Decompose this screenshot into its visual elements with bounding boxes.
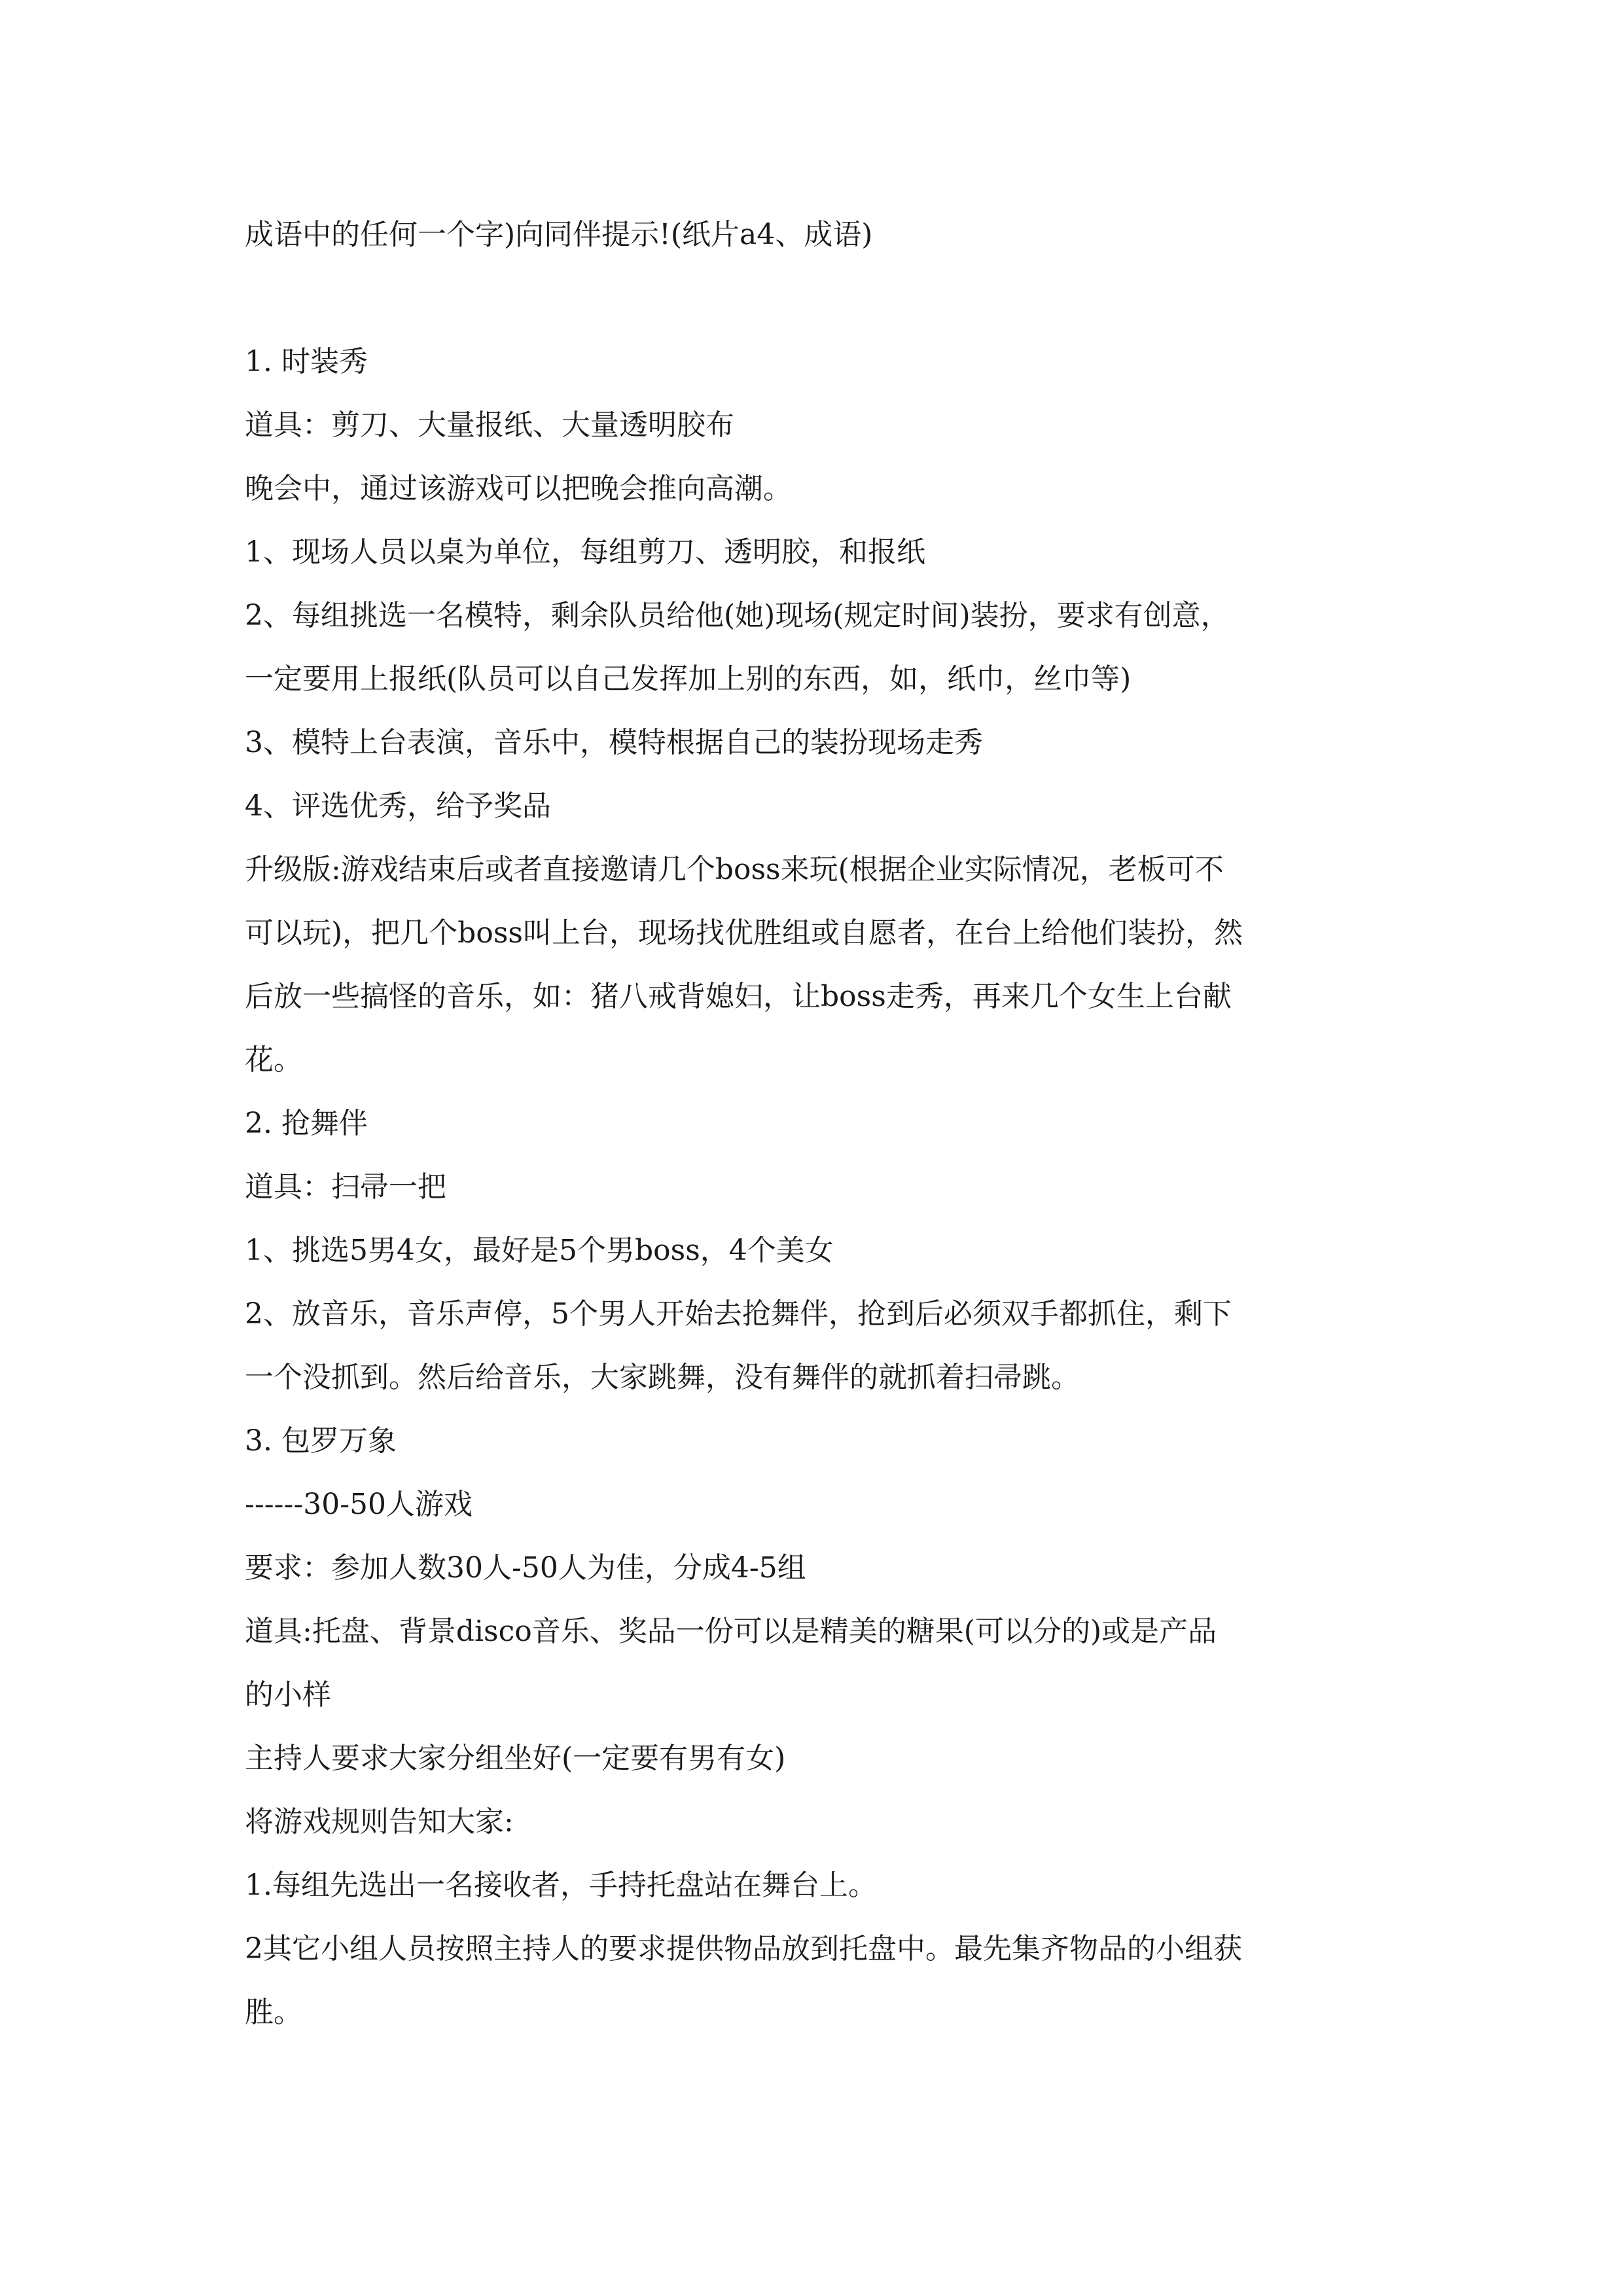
paragraph-line: 1、现场人员以桌为单位，每组剪刀、透明胶，和报纸: [245, 535, 925, 569]
blank-line: [245, 266, 1397, 330]
paragraph-line: 4、评选优秀，给予奖品: [245, 789, 551, 823]
paragraph-line: 的小样: [245, 1678, 331, 1712]
paragraph-line: 道具：剪刀、大量报纸、大量透明胶布: [245, 408, 734, 442]
paragraph-line: 道具：扫帚一把: [245, 1170, 446, 1204]
paragraph-line: 可以玩)，把几个boss叫上台，现场找优胜组或自愿者，在台上给他们装扮，然: [245, 916, 1243, 950]
paragraph-line: 1.每组先选出一名接收者，手持托盘站在舞台上。: [245, 1869, 877, 1902]
section-heading-grab-partner: 2. 抢舞伴: [245, 1107, 368, 1140]
paragraph-line: 升级版:游戏结束后或者直接邀请几个boss来玩(根据企业实际情况，老板可不: [245, 853, 1224, 886]
paragraph-line: 2、每组挑选一名模特，剩余队员给他(她)现场(规定时间)装扮，要求有创意，: [245, 599, 1230, 632]
document-body: [245, 203, 1397, 2044]
paragraph-line: 一定要用上报纸(队员可以自己发挥加上别的东西，如，纸巾，丝巾等): [245, 662, 1132, 696]
paragraph-line: 将游戏规则告知大家:: [245, 1805, 514, 1839]
paragraph-line: 胜。: [245, 1996, 302, 2029]
paragraph-line: 2其它小组人员按照主持人的要求提供物品放到托盘中。最先集齐物品的小组获: [245, 1932, 1242, 1965]
paragraph-line: ------30-50人游戏: [245, 1488, 473, 1521]
paragraph-line: 主持人要求大家分组坐好(一定要有男有女): [245, 1742, 786, 1775]
paragraph-line: 1、挑选5男4女，最好是5个男boss，4个美女: [245, 1234, 834, 1267]
paragraph-line: 晚会中，通过该游戏可以把晚会推向高潮。: [245, 472, 792, 505]
paragraph-line: 要求：参加人数30人-50人为佳，分成4-5组: [245, 1551, 806, 1585]
paragraph-line: 3、模特上台表演，音乐中，模特根据自己的装扮现场走秀: [245, 726, 983, 759]
paragraph-line: 花。: [245, 1043, 302, 1077]
paragraph-line: 成语中的任何一个字)向同伴提示!(纸片a4、成语): [245, 218, 873, 251]
paragraph-line: 道具:托盘、背景disco音乐、奖品一份可以是精美的糖果(可以分的)或是产品: [245, 1615, 1217, 1648]
section-heading-all-inclusive: 3. 包罗万象: [245, 1424, 397, 1458]
section-heading-fashion-show: 1. 时装秀: [245, 345, 368, 378]
paragraph-line: 后放一些搞怪的音乐，如：猪八戒背媳妇，让boss走秀，再来几个女生上台献: [245, 980, 1232, 1013]
paragraph-line: 一个没抓到。然后给音乐，大家跳舞，没有舞伴的就抓着扫帚跳。: [245, 1361, 1080, 1394]
paragraph-line: 2、放音乐，音乐声停，5个男人开始去抢舞伴，抢到后必须双手都抓住，剩下: [245, 1297, 1232, 1331]
